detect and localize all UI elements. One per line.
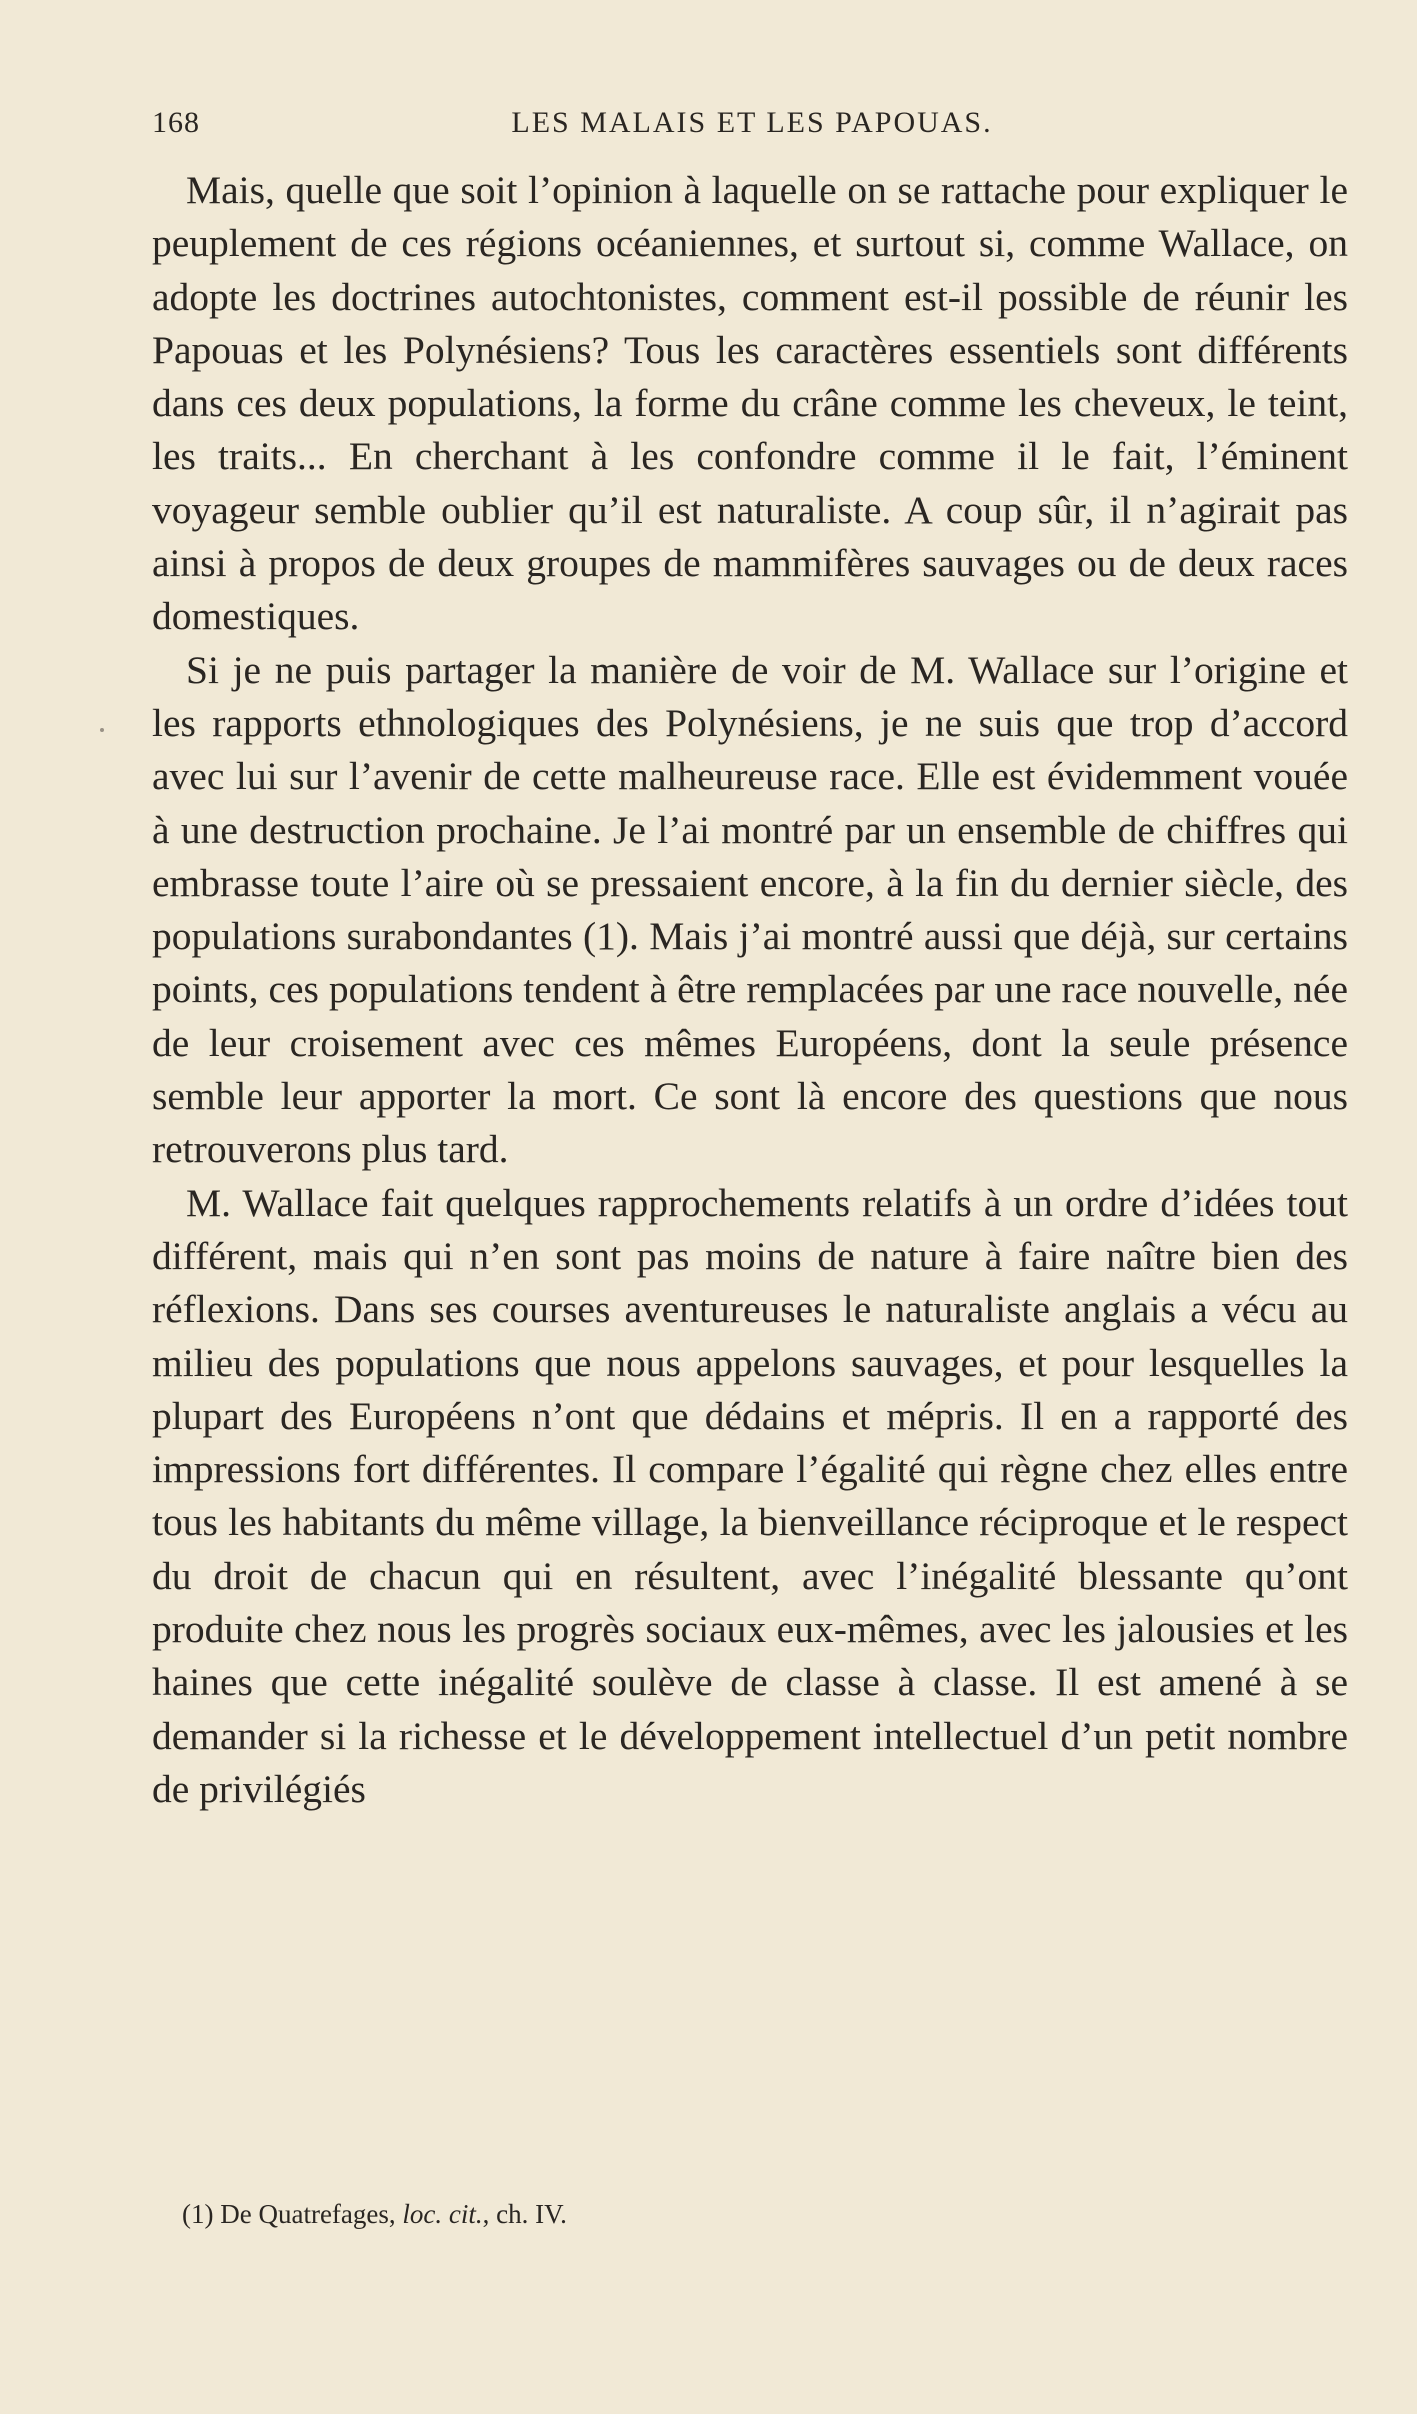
footnote-citation: loc. cit. (402, 2199, 483, 2229)
page-header (152, 100, 1352, 144)
margin-speck (100, 728, 104, 732)
footnote-marker: (1) (182, 2199, 214, 2229)
running-title: LES MALAIS ET LES PAPOUAS. (511, 106, 993, 139)
footnote (182, 2196, 1282, 2232)
footnote-chapter: , ch. IV. (482, 2199, 567, 2229)
page-number: 168 (152, 106, 200, 139)
body-text (152, 164, 1348, 1816)
footnote-author: De Quatrefages, (220, 2199, 396, 2229)
paragraph-3: M. Wallace fait quelques rapprochements relatifs à un ordre d’idées tout différent, mais qui n’en sont pas moins de nature à faire naître bien des réflexions. Dans ses courses aventureuses le naturaliste anglais a vécu au milieu des populations que nous appelons sauvages, et pour lesquelles la plupart des Européens n’ont que dédains et mépris. Il en a rapporté des impressions fort différentes. Il compare l’égalité qui règne chez elles entre tous les habitants du même village, la bienveillance réciproque et le respect du droit de chacun qui en résultent, avec l’inégalité blessante qu’ont produite chez nous les progrès sociaux eux-mêmes, avec les jalousies et les haines que cette inégalité soulève de classe à classe. Il est amené à se demander si la richesse et le développement intellectuel d’un petit nombre de privilégiés (152, 1180, 1348, 1811)
paragraph-1: Mais, quelle que soit l’opinion à laquelle on se rattache pour expliquer le peuplement de ces régions océaniennes, et surtout si, comme Wallace, on adopte les doctrines autochtonistes, comment est-il possible de réunir les Papouas et les Polynésiens? Tous les caractères essentiels sont différents dans ces deux populations, la forme du crâne comme les cheveux, le teint, les traits... En cherchant à les confondre comme il le fait, l’éminent voyageur semble oublier qu’il est naturaliste. A coup sûr, il n’agirait pas ainsi à propos de deux groupes de mammifères sauvages ou de deux races domestiques. (152, 168, 1348, 639)
paragraph-2: Si je ne puis partager la manière de voir de M. Wallace sur l’origine et les rapports ethnologiques des Polynésiens, je ne suis que trop d’accord avec lui sur l’avenir de cette malheureuse race. Elle est évidemment vouée à une destruction prochaine. Je l’ai montré par un ensemble de chiffres qui embrasse toute l’aire où se pressaient encore, à la fin du dernier siècle, des populations surabondantes (1). Mais j’ai montré aussi que déjà, sur certains points, ces populations tendent à être remplacées par une race nouvelle, née de leur croisement avec ces mêmes Européens, dont la seule présence semble leur apporter la mort. Ce sont là encore des questions que nous retrouverons plus tard. (152, 647, 1348, 1172)
